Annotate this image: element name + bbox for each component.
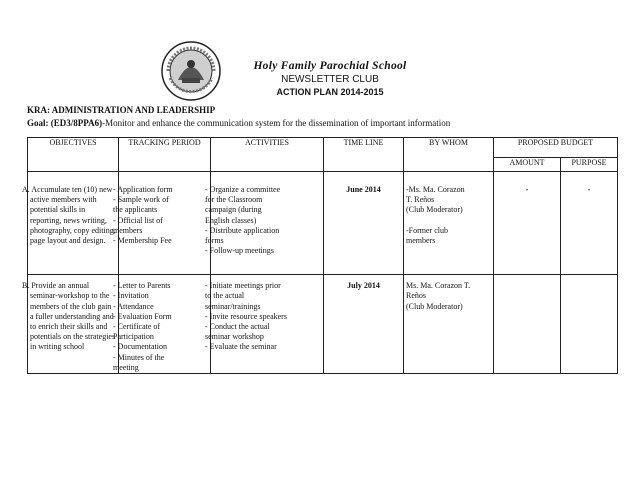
school-name: Holy Family Parochial School	[253, 60, 407, 72]
spacer	[406, 216, 491, 226]
goal-text: -Monitor and enhance the communication system for the dissemination of important information	[102, 118, 451, 128]
list-item: - Membership Fee	[113, 236, 172, 246]
list-item: campaign (during	[205, 205, 262, 215]
list-item: T. Reños	[406, 195, 435, 205]
club-name: NEWSLETTER CLUB	[281, 74, 379, 85]
goal-label: Goal: (ED3/8PPA6)	[27, 118, 103, 128]
list-item: - Official list of	[113, 215, 163, 225]
tracking-cell	[113, 275, 211, 374]
list-item: - Conduct the actual	[205, 322, 270, 332]
plan-title: ACTION PLAN 2014-2015	[276, 87, 384, 97]
list-item: - Invitation	[113, 291, 149, 301]
document-header	[240, 60, 420, 99]
list-item: - Evaluate the seminar	[205, 342, 277, 352]
list-item: - Evaluation Form	[113, 311, 172, 321]
header-amount: AMOUNT	[494, 158, 561, 172]
list-item: - Certificate of	[113, 322, 161, 332]
list-item: (Club Moderator)	[406, 301, 463, 311]
list-item: - Distribute application	[205, 225, 280, 235]
amount-cell: -	[494, 172, 561, 275]
list-item: - Initiate meetings prior	[205, 281, 281, 291]
amount-cell	[494, 275, 561, 374]
table-header-row	[28, 138, 618, 158]
timeline-cell: June 2014	[324, 172, 404, 275]
list-item: -Former club	[406, 225, 448, 235]
header-timeline: TIME LINE	[324, 138, 404, 172]
list-item: Reños	[406, 291, 426, 301]
by-whom-cell	[404, 275, 494, 374]
list-item: the applicants	[113, 205, 158, 215]
list-item: Participation	[113, 332, 154, 342]
list-item: - Letter to Parents	[113, 281, 171, 291]
list-item: (Club Moderator)	[406, 205, 463, 215]
activities-cell	[205, 172, 324, 275]
list-item: - Minutes of the	[113, 352, 165, 362]
purpose-cell	[561, 275, 618, 374]
list-item: - Attendance	[113, 301, 154, 311]
list-item: - Invite resource speakers	[205, 311, 287, 321]
list-item: - Sample work of	[113, 195, 169, 205]
by-whom-cell	[404, 172, 494, 275]
action-plan-table	[22, 137, 618, 374]
list-item: seminar/trainings	[205, 301, 261, 311]
purpose-cell: -	[561, 172, 618, 275]
header-proposed-budget: PROPOSED BUDGET	[494, 138, 618, 158]
header-tracking-period: TRACKING PERIOD	[119, 138, 211, 172]
list-item: members	[113, 225, 143, 235]
list-item: -Ms. Ma. Corazon	[406, 185, 465, 194]
table-row	[28, 275, 618, 374]
objective-cell: B. Provide an annual seminar-workshop to the members of the club gain a fuller understanding and to enrich their skills and potentials on the strategies in writing school	[28, 275, 119, 374]
table-row	[28, 172, 618, 275]
list-item: - Documentation	[113, 342, 167, 352]
header-objectives: OBJECTIVES	[28, 138, 119, 172]
list-item: - Follow-up meetings	[205, 246, 274, 256]
list-item: - Application form	[113, 185, 173, 194]
list-item: for the Classroom	[205, 195, 263, 205]
header-activities: ACTIVITIES	[211, 138, 324, 172]
header-purpose: PURPOSE	[561, 158, 618, 172]
objective-cell: A. Accumulate ten (10) new active members with potential skills in reporting, news writing, photography, copy editing, page layout and design.	[28, 172, 119, 275]
activities-cell	[205, 275, 324, 374]
kra-line: KRA: ADMINISTRATION AND LEADERSHIP	[27, 105, 216, 115]
goal-line	[27, 117, 617, 130]
list-item: to the actual	[205, 291, 245, 301]
list-item: meeting	[113, 362, 139, 372]
kra-section	[27, 104, 617, 130]
school-seal-logo	[160, 40, 222, 102]
list-item: forms	[205, 236, 224, 246]
tracking-cell	[113, 172, 211, 275]
list-item: members	[406, 235, 436, 245]
list-item: English classes)	[205, 215, 257, 225]
timeline-cell: July 2014	[324, 275, 404, 374]
list-item: Ms. Ma. Corazon T.	[406, 281, 471, 291]
list-item: seminar workshop	[205, 332, 264, 342]
list-item: - Organize a committee	[205, 185, 281, 194]
header-by-whom: BY WHOM	[404, 138, 494, 172]
